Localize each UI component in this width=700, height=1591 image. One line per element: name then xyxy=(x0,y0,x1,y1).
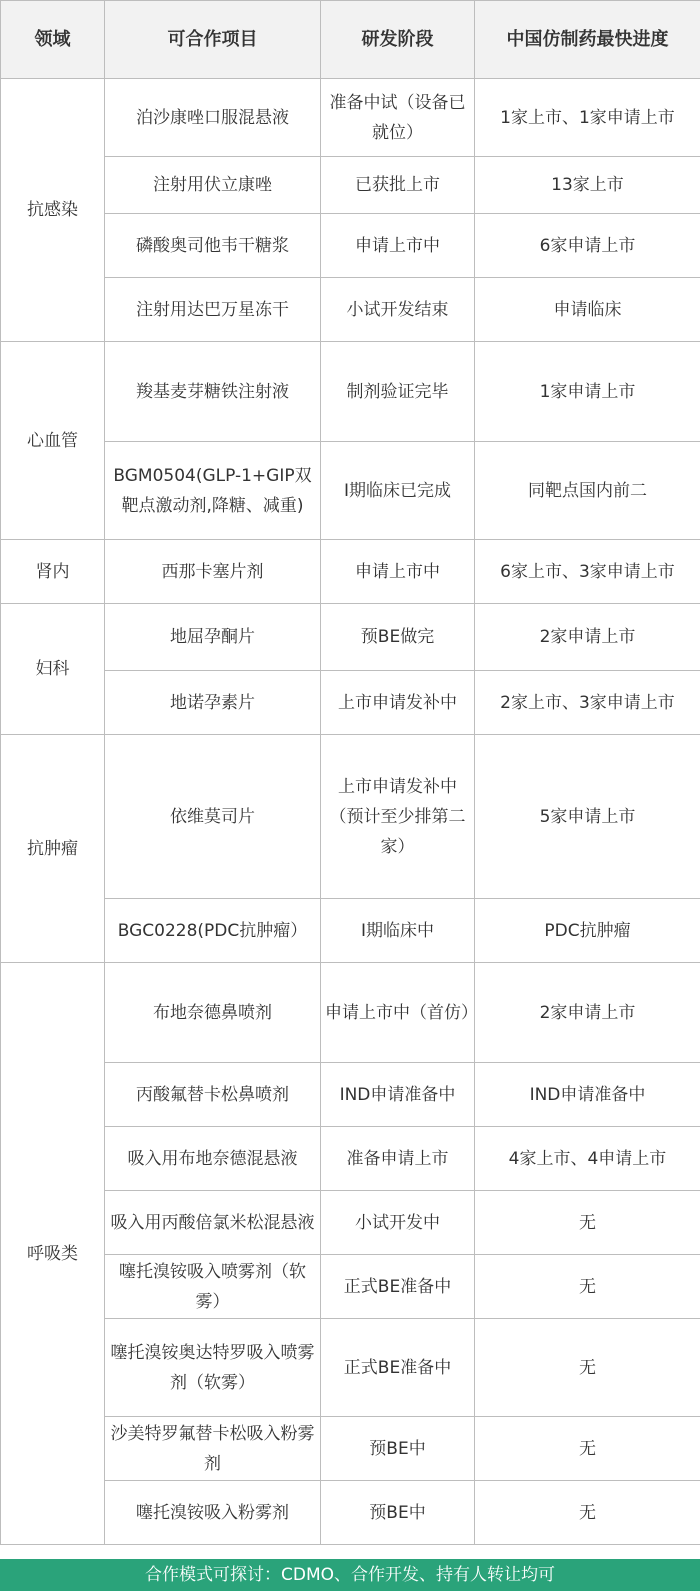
table-row xyxy=(1,157,700,214)
progress-cell: 2家申请上市 xyxy=(475,604,700,671)
project-cell: 依维莫司片 xyxy=(105,735,321,899)
table-row xyxy=(1,540,700,604)
table-row xyxy=(1,1319,700,1417)
progress-cell: PDC抗肿瘤 xyxy=(475,899,700,963)
table-row xyxy=(1,1481,700,1545)
project-cell: 西那卡塞片剂 xyxy=(105,540,321,604)
stage-cell: 申请上市中 xyxy=(321,214,475,278)
progress-cell: 同靶点国内前二 xyxy=(475,442,700,540)
table-row xyxy=(1,1417,700,1481)
table-row xyxy=(1,899,700,963)
progress-cell: 2家上市、3家申请上市 xyxy=(475,671,700,735)
header-stage: 研发阶段 xyxy=(321,1,475,79)
progress-cell: 申请临床 xyxy=(475,278,700,342)
stage-cell: 制剂验证完毕 xyxy=(321,342,475,442)
category-respiratory: 呼吸类 xyxy=(1,963,105,1545)
progress-cell: 4家上市、4申请上市 xyxy=(475,1127,700,1191)
cooperation-mode-footer: 合作模式可探讨：CDMO、合作开发、持有人转让均可 xyxy=(0,1559,700,1591)
stage-cell: Ⅰ期临床已完成 xyxy=(321,442,475,540)
category-oncology: 抗肿瘤 xyxy=(1,735,105,963)
project-cell: 磷酸奥司他韦干糖浆 xyxy=(105,214,321,278)
table-row xyxy=(1,214,700,278)
progress-cell: 6家申请上市 xyxy=(475,214,700,278)
stage-cell: 预BE中 xyxy=(321,1417,475,1481)
stage-cell: 上市申请发补中 xyxy=(321,671,475,735)
header-project: 可合作项目 xyxy=(105,1,321,79)
progress-cell: 无 xyxy=(475,1319,700,1417)
stage-cell: 申请上市中 xyxy=(321,540,475,604)
project-cell: BGC0228(PDC抗肿瘤） xyxy=(105,899,321,963)
stage-cell: 准备申请上市 xyxy=(321,1127,475,1191)
category-nephrology: 肾内 xyxy=(1,540,105,604)
project-cell: 吸入用布地奈德混悬液 xyxy=(105,1127,321,1191)
project-cell: 羧基麦芽糖铁注射液 xyxy=(105,342,321,442)
project-cell: 噻托溴铵吸入粉雾剂 xyxy=(105,1481,321,1545)
stage-cell: 预BE中 xyxy=(321,1481,475,1545)
stage-cell: 申请上市中（首仿） xyxy=(321,963,475,1063)
progress-cell: 无 xyxy=(475,1481,700,1545)
progress-cell: 1家申请上市 xyxy=(475,342,700,442)
project-cell: 噻托溴铵奥达特罗吸入喷雾剂（软雾） xyxy=(105,1319,321,1417)
progress-cell: 1家上市、1家申请上市 xyxy=(475,79,700,157)
project-cell: 地屈孕酮片 xyxy=(105,604,321,671)
stage-cell: 正式BE准备中 xyxy=(321,1319,475,1417)
progress-cell: 无 xyxy=(475,1191,700,1255)
table-header-row xyxy=(1,1,700,79)
category-anti-infection: 抗感染 xyxy=(1,79,105,342)
project-cell: 噻托溴铵吸入喷雾剂（软雾） xyxy=(105,1255,321,1319)
table-row xyxy=(1,671,700,735)
project-cell: 地诺孕素片 xyxy=(105,671,321,735)
stage-cell: Ⅰ期临床中 xyxy=(321,899,475,963)
project-cell: 沙美特罗氟替卡松吸入粉雾剂 xyxy=(105,1417,321,1481)
table-row xyxy=(1,1255,700,1319)
table-row xyxy=(1,735,700,899)
progress-cell: 6家上市、3家申请上市 xyxy=(475,540,700,604)
stage-cell: 正式BE准备中 xyxy=(321,1255,475,1319)
project-cell: BGM0504(GLP-1+GIP双靶点激动剂,降糖、减重) xyxy=(105,442,321,540)
progress-cell: 无 xyxy=(475,1255,700,1319)
stage-cell: IND申请准备中 xyxy=(321,1063,475,1127)
table-row xyxy=(1,442,700,540)
progress-cell: 无 xyxy=(475,1417,700,1481)
project-cell: 丙酸氟替卡松鼻喷剂 xyxy=(105,1063,321,1127)
stage-cell: 准备中试（设备已就位） xyxy=(321,79,475,157)
progress-cell: 13家上市 xyxy=(475,157,700,214)
stage-cell: 已获批上市 xyxy=(321,157,475,214)
progress-cell: 5家申请上市 xyxy=(475,735,700,899)
table-row xyxy=(1,342,700,442)
table-row xyxy=(1,1191,700,1255)
table-row xyxy=(1,79,700,157)
stage-cell: 小试开发结束 xyxy=(321,278,475,342)
project-cell: 泊沙康唑口服混悬液 xyxy=(105,79,321,157)
category-gynecology: 妇科 xyxy=(1,604,105,735)
header-progress: 中国仿制药最快进度 xyxy=(475,1,700,79)
category-cardiovascular: 心血管 xyxy=(1,342,105,540)
table-row xyxy=(1,963,700,1063)
header-domain: 领域 xyxy=(1,1,105,79)
stage-cell: 上市申请发补中（预计至少排第二家） xyxy=(321,735,475,899)
table-row xyxy=(1,1063,700,1127)
project-cell: 注射用达巴万星冻干 xyxy=(105,278,321,342)
table-row xyxy=(1,604,700,671)
table-row xyxy=(1,1127,700,1191)
project-cell: 吸入用丙酸倍氯米松混悬液 xyxy=(105,1191,321,1255)
project-cell: 布地奈德鼻喷剂 xyxy=(105,963,321,1063)
table-row xyxy=(1,278,700,342)
project-cell: 注射用伏立康唑 xyxy=(105,157,321,214)
stage-cell: 小试开发中 xyxy=(321,1191,475,1255)
stage-cell: 预BE做完 xyxy=(321,604,475,671)
progress-cell: 2家申请上市 xyxy=(475,963,700,1063)
progress-cell: IND申请准备中 xyxy=(475,1063,700,1127)
